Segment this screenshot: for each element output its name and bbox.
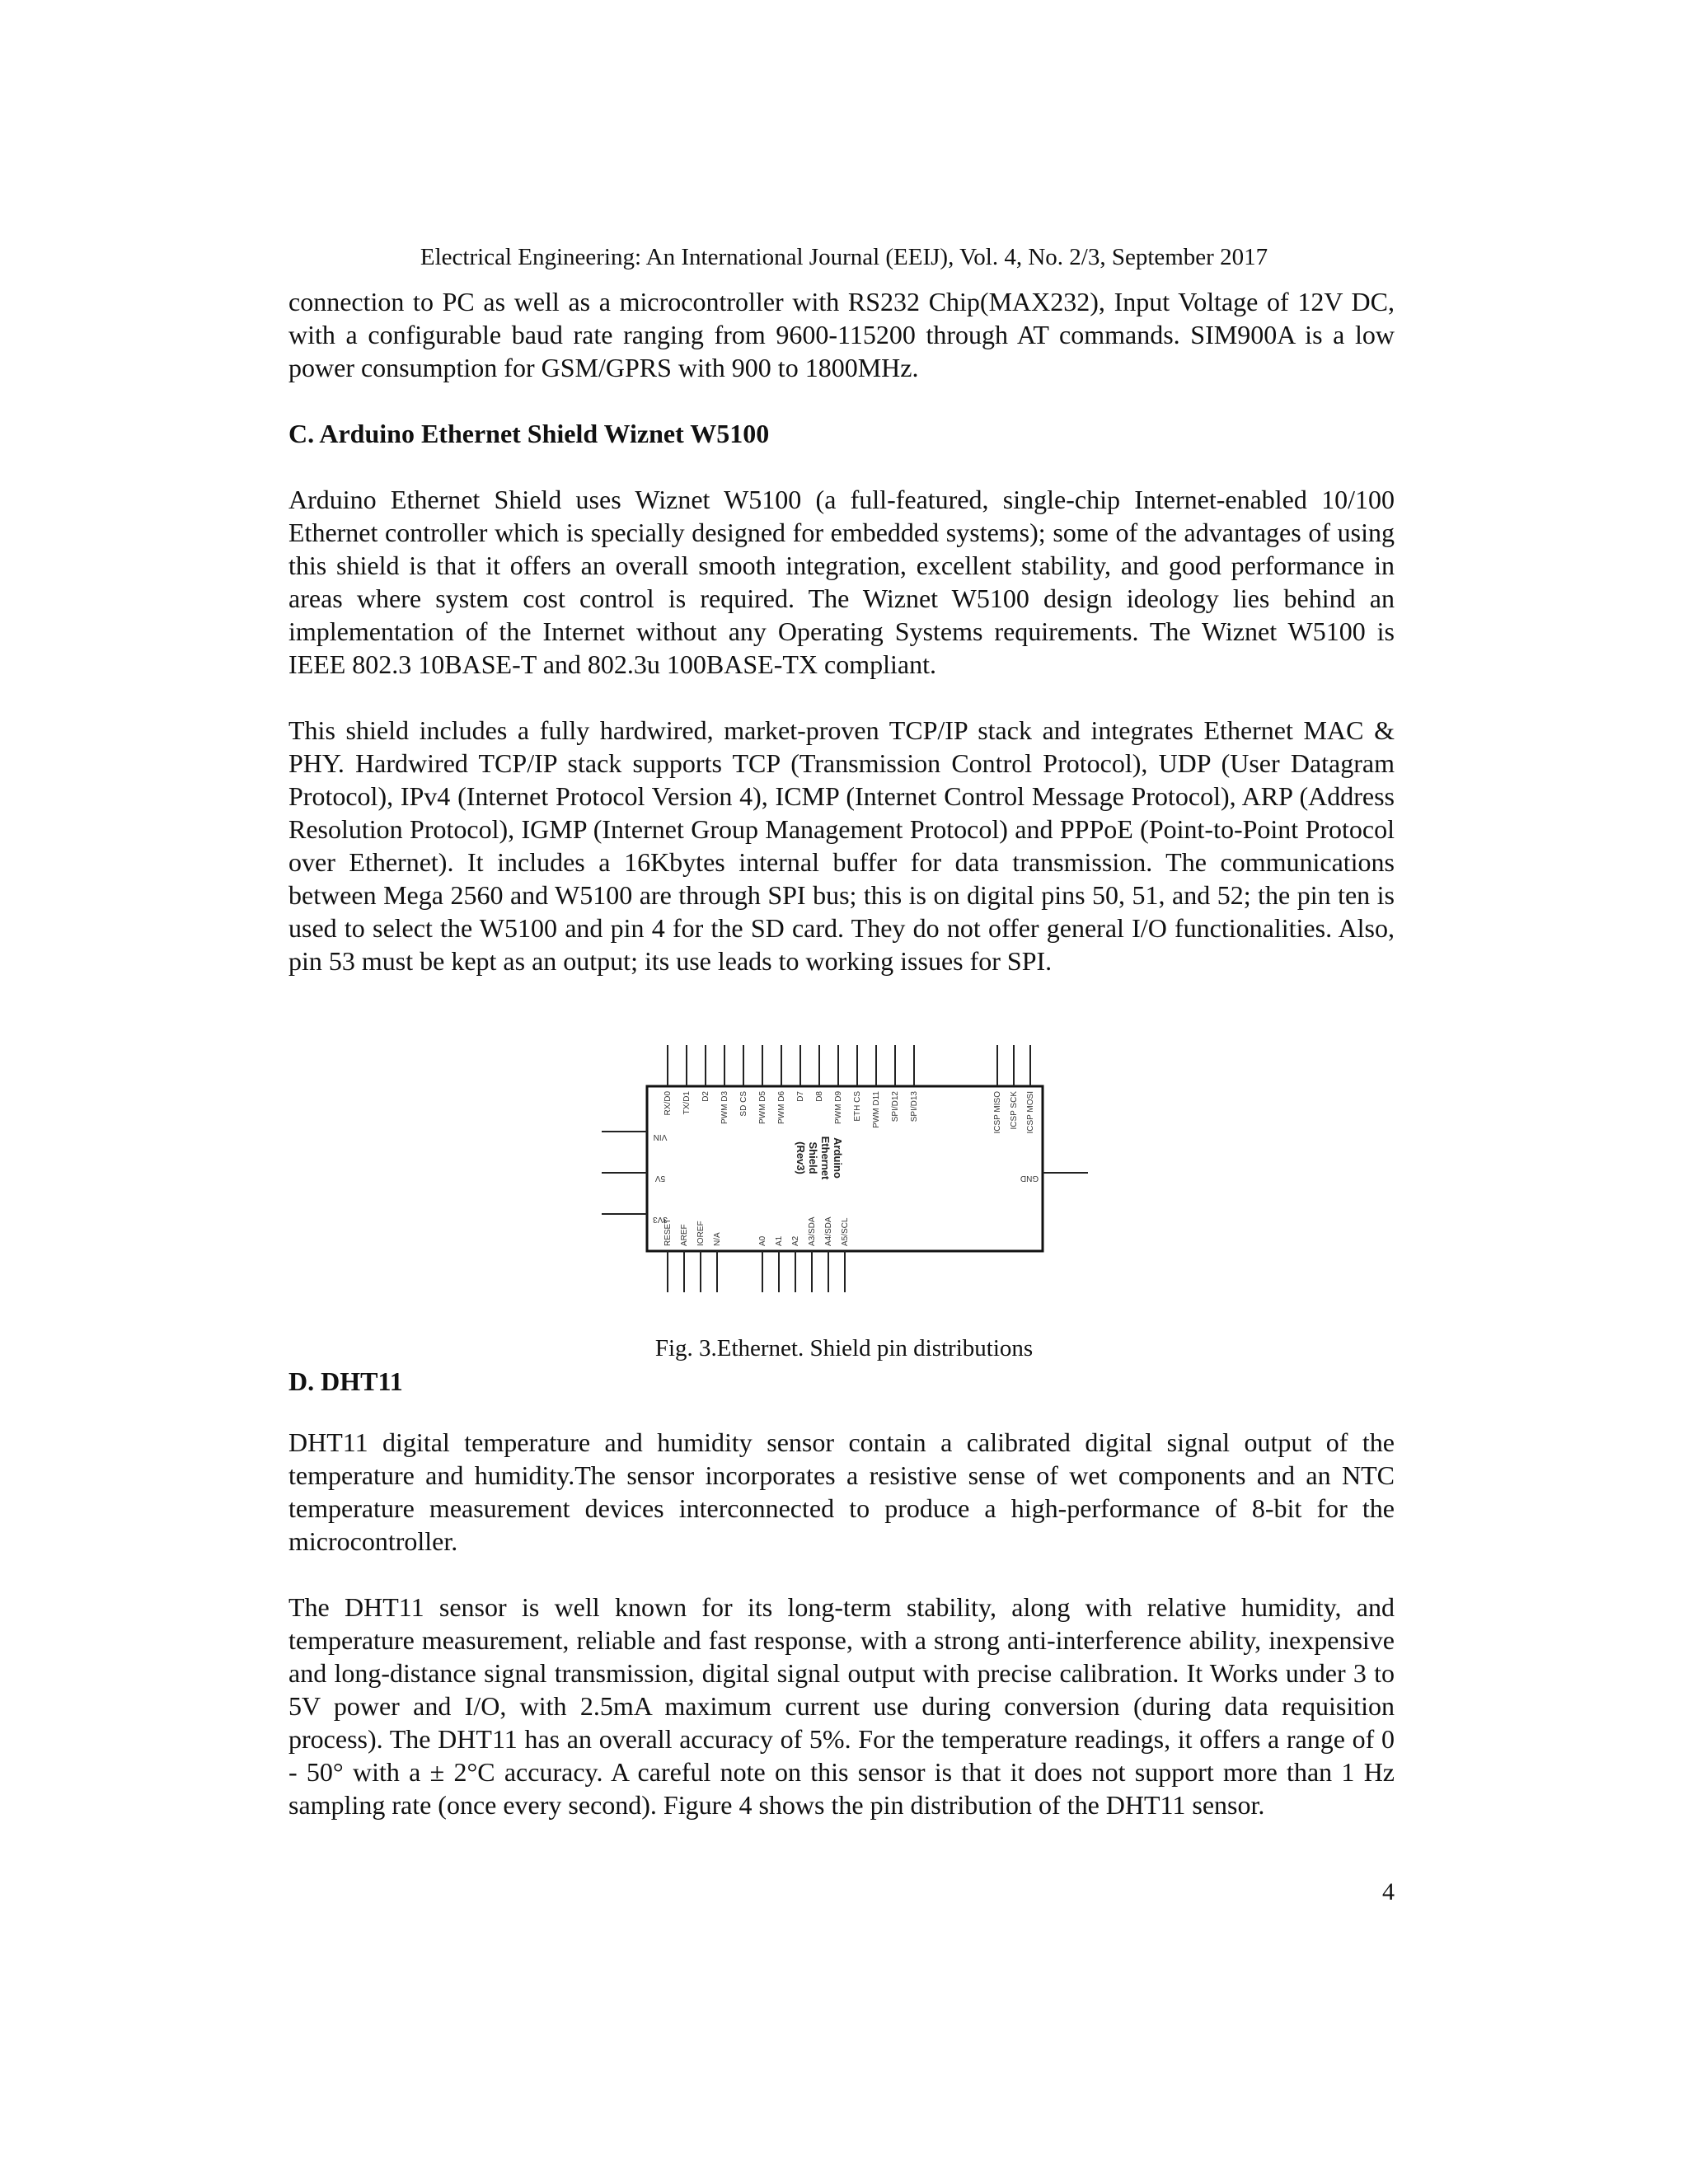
bottom-pin-a3-sda — [808, 1216, 817, 1292]
pin-label: A5/SCL — [841, 1217, 850, 1246]
left-pin-3v3 — [602, 1214, 668, 1224]
ethernet-shield-figure — [602, 1045, 1113, 1309]
top-pin-d8 — [815, 1045, 824, 1102]
pin-label: AREF — [680, 1224, 689, 1246]
section-c-paragraph-1: Arduino Ethernet Shield uses Wiznet W5100 (a full-featured, single-chip Internet-enabled 10/100 Ethernet controller which is specially designed for embedded systems); some of the advantages of using this shield is that it offers an overall smooth integration, excellent stability, and good performance in areas where system cost control is required. The Wiznet W5100 design ideology lies behind an implementation of the Internet without any Operating Systems requirements. The Wiznet W5100 is IEEE 802.3 10BASE-T and 802.3u 100BASE-TX compliant. — [288, 485, 1395, 679]
bottom-pin-a2 — [791, 1235, 800, 1292]
top-pin-sd-cs — [739, 1045, 748, 1117]
pin-label: A2 — [791, 1235, 800, 1246]
board-label-line: Arduino — [832, 1137, 844, 1179]
pin-label: D7 — [796, 1091, 805, 1102]
bottom-pin-a1 — [775, 1235, 784, 1292]
section-d-text-column — [288, 1426, 1395, 1821]
top-pin-d7 — [796, 1045, 805, 1102]
left-pin-5v — [602, 1173, 665, 1183]
bottom-pin-n-a — [713, 1232, 722, 1292]
pin-label: PWM D5 — [758, 1091, 767, 1124]
pin-label: A4/SDA — [824, 1216, 833, 1246]
pin-label: VIN — [653, 1132, 668, 1141]
bottom-pin-a0 — [758, 1235, 767, 1292]
pin-label: A0 — [758, 1235, 767, 1246]
pin-label: PWM D9 — [834, 1091, 843, 1124]
top-pin-spi-d13 — [910, 1045, 919, 1122]
bottom-pin-a4-sda — [824, 1216, 833, 1292]
right-pin-gnd — [1020, 1173, 1088, 1183]
pin-label: 3V3 — [653, 1215, 668, 1224]
pin-label: PWM D3 — [720, 1091, 729, 1124]
pin-label: A3/SDA — [808, 1216, 817, 1246]
pin-label: PWM D11 — [872, 1091, 881, 1128]
pin-label: GND — [1020, 1174, 1039, 1183]
top-pin-pwm-d6 — [777, 1045, 786, 1124]
main-text-column — [288, 285, 1395, 977]
pin-label: RX/D0 — [663, 1091, 673, 1116]
top-pin-rx-d0 — [663, 1045, 673, 1115]
pin-label: ICSP MISO — [993, 1091, 1002, 1134]
section-d-heading: D. DHT11 — [288, 1366, 403, 1396]
top-pin-spi-d12 — [891, 1045, 900, 1122]
pin-label: RESET — [663, 1218, 673, 1246]
pin-label: ETH CS — [853, 1091, 862, 1122]
pin-label: A1 — [775, 1235, 784, 1246]
board-label-line: Ethernet — [819, 1136, 832, 1180]
running-header: Electrical Engineering: An International Journal (EEIJ), Vol. 4, No. 2/3, September 2017 — [420, 244, 1268, 270]
pin-label: SPI/D12 — [891, 1091, 900, 1122]
pin-label: D8 — [815, 1091, 824, 1102]
section-c-heading: C. Arduino Ethernet Shield Wiznet W5100 — [288, 419, 770, 448]
intro-paragraph: connection to PC as well as a microcontroller with RS232 Chip(MAX232), Input Voltage of 12V DC, with a configurable baud rate ranging from 9600-115200 through AT commands. SIM900A is a low power consumption for GSM/GPRS with 900 to 1800MHz. — [288, 287, 1395, 382]
top-pin-pwm-d9 — [834, 1045, 843, 1124]
top-pin-pwm-d5 — [758, 1045, 767, 1124]
section-c-paragraph-2: This shield includes a fully hardwired, market-proven TCP/IP stack and integrates Ethernet MAC & PHY. Hardwired TCP/IP stack supports TCP (Transmission Control Protocol), UDP (User Datagram Protocol), IPv4 (Internet Protocol Version 4), ICMP (Internet Control Message Protocol), ARP (Address Resolution Protocol), IGMP (Internet Group Management Protocol) and PPPoE (Point-to-Point Protocol over Ethernet). It includes a 16Kbytes internal buffer for data transmission. The communications between Mega 2560 and W5100 are through SPI bus; this is on digital pins 50, 51, and 52; the pin ten is used to select the W5100 and pin 4 for the SD card. They do not offer general I/O functionalities. Also, pin 53 must be kept as an output; its use leads to working issues for SPI. — [288, 715, 1395, 976]
bottom-pin-ioref — [696, 1221, 706, 1292]
bottom-pin-aref — [680, 1224, 689, 1292]
board-label — [795, 1137, 844, 1180]
board-label-line: Shield — [807, 1141, 819, 1174]
top-pin-tx-d1 — [682, 1045, 692, 1114]
board-label-line: (Rev3) — [795, 1141, 807, 1174]
top-pin-pwm-d3 — [720, 1045, 729, 1124]
pin-label: SPI/D13 — [910, 1091, 919, 1122]
pin-label: TX/D1 — [682, 1091, 692, 1115]
left-pin-vin — [602, 1132, 667, 1141]
figure-caption: Fig. 3.Ethernet. Shield pin distributions — [654, 1335, 1034, 1361]
pin-label: SD CS — [739, 1091, 748, 1117]
section-d-paragraph-1: DHT11 digital temperature and humidity sensor contain a calibrated digital signal output of the temperature and humidity.The sensor incorporates a resistive sense of wet components and an NTC temperature measurement devices interconnected to produce a high-performance of 8-bit for the microcontroller. — [288, 1427, 1395, 1556]
pin-label: PWM D6 — [777, 1091, 786, 1124]
page-number: 4 — [1382, 1878, 1395, 1905]
pin-label: IOREF — [696, 1221, 706, 1246]
right-pin-group — [1020, 1173, 1088, 1183]
pin-label: N/A — [713, 1232, 722, 1246]
bottom-pin-a5-scl — [841, 1217, 850, 1292]
section-d-paragraph-2: The DHT11 sensor is well known for its long-term stability, along with relative humidity, and temperature measurement, reliable and fast response, with a strong anti-interference ability, inexpensive and long-distance signal transmission, digital signal output with precise calibration. It Works under 3 to 5V power and I/O, with 2.5mA maximum current use during conversion (during data requisition process). The DHT11 has an overall accuracy of 5%. For the temperature readings, it offers a range of 0 - 50° with a ± 2°C accuracy. A careful note on this sensor is that it does not support more than 1 Hz sampling rate (once every second). Figure 4 shows the pin distribution of the DHT11 sensor. — [288, 1592, 1395, 1820]
top-pin-eth-cs — [853, 1045, 862, 1122]
bottom-pin-reset — [663, 1219, 673, 1292]
pin-label: ICSP SCK — [1010, 1091, 1019, 1130]
shield-pin-diagram — [602, 1045, 1113, 1309]
top-pin-d2 — [701, 1045, 710, 1102]
pin-label: D2 — [701, 1091, 710, 1102]
pin-label: 5V — [654, 1174, 666, 1183]
pin-label: ICSP MOSI — [1026, 1091, 1035, 1134]
